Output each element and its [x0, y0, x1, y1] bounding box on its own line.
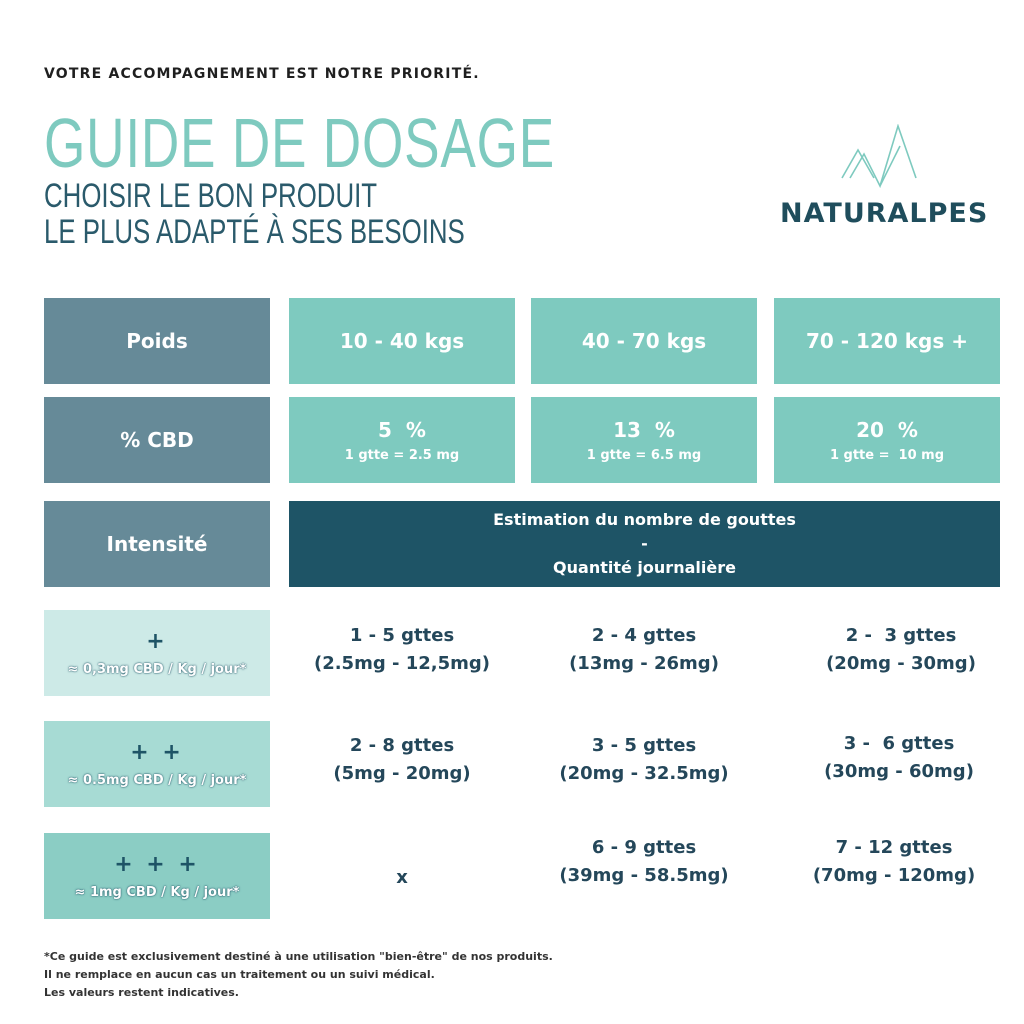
dose-2-2	[531, 730, 757, 790]
intensity-rate-3: ≈ 1mg CBD / Kg / jour*	[74, 885, 240, 900]
intensity-plus-2: + +	[130, 740, 184, 765]
dose-2-1-mg: (5mg - 20mg)	[333, 763, 471, 784]
poids-cell-2	[531, 298, 757, 384]
dose-2-2-gouttes: 3 - 5 gttes	[591, 735, 697, 756]
dose-3-1-gouttes: x	[396, 867, 408, 888]
subtitle-line-2: LE PLUS ADAPTÉ À SES BESOINS	[44, 213, 465, 251]
intensity-rate-1: ≈ 0,3mg CBD / Kg / jour*	[67, 662, 247, 677]
dose-2-3	[786, 728, 1012, 788]
dose-1-1-gouttes: 1 - 5 gttes	[349, 625, 455, 646]
row-label-cbd	[44, 397, 270, 483]
dose-2-3-mg: (30mg - 60mg)	[824, 761, 974, 782]
brand-name: NATURALPES	[780, 198, 989, 229]
footnote-line-2: Il ne remplace en aucun cas un traitement ou un suivi médical.	[44, 968, 435, 981]
cbd-gtte-2: 1 gtte = 6.5 mg	[586, 447, 702, 463]
intensity-rate-2: ≈ 0.5mg CBD / Kg / jour*	[67, 773, 247, 788]
row-label-poids	[44, 298, 270, 384]
poids-cell-1	[289, 298, 515, 384]
cbd-percent-1: 5 %	[378, 417, 426, 442]
dose-2-1-gouttes: 2 - 8 gttes	[349, 735, 455, 756]
dose-2-2-mg: (20mg - 32.5mg)	[559, 763, 729, 784]
dose-1-2-gouttes: 2 - 4 gttes	[591, 625, 697, 646]
dose-3-3-gouttes: 7 - 12 gttes	[835, 837, 953, 858]
dose-3-2-mg: (39mg - 58.5mg)	[559, 865, 729, 886]
footnote	[44, 948, 553, 1002]
dose-2-1	[289, 730, 515, 790]
intensity-plus-3: + + +	[114, 852, 200, 877]
cbd-percent-3: 20 %	[856, 417, 918, 442]
poids-value-3: 70 - 120 kgs +	[805, 329, 968, 353]
estimation-line-1: Estimation du nombre de gouttes	[493, 510, 796, 529]
cbd-label: % CBD	[120, 428, 194, 452]
footnote-line-3: Les valeurs restent indicatives.	[44, 986, 239, 999]
cbd-gtte-1: 1 gtte = 2.5 mg	[344, 447, 460, 463]
cbd-cell-3	[774, 397, 1000, 483]
footnote-line-1: *Ce guide est exclusivement destiné à une utilisation "bien-être" de nos produits.	[44, 950, 553, 963]
dose-3-3	[781, 832, 1007, 892]
page-subtitle	[44, 178, 465, 250]
poids-value-2: 40 - 70 kgs	[581, 329, 707, 353]
dose-1-2-mg: (13mg - 26mg)	[569, 653, 719, 674]
row-label-intensite	[44, 501, 270, 587]
dose-3-2	[531, 832, 757, 892]
estimation-header	[289, 501, 1000, 587]
cbd-gtte-3: 1 gtte = 10 mg	[829, 447, 945, 463]
dose-1-3-gouttes: 2 - 3 gttes	[845, 625, 957, 646]
subtitle-line-1: CHOISIR LE BON PRODUIT	[44, 177, 378, 215]
intensity-plus-1: +	[146, 629, 168, 654]
intensity-cell-3	[44, 833, 270, 919]
intensity-cell-2	[44, 721, 270, 807]
intensite-label: Intensité	[106, 532, 208, 556]
estimation-line-3: Quantité journalière	[553, 558, 736, 577]
cbd-cell-2	[531, 397, 757, 483]
poids-label: Poids	[126, 329, 188, 353]
dose-1-3-mg: (20mg - 30mg)	[826, 653, 976, 674]
dose-1-1-mg: (2.5mg - 12,5mg)	[313, 653, 491, 674]
intensity-cell-1	[44, 610, 270, 696]
dose-2-3-gouttes: 3 - 6 gttes	[843, 733, 955, 754]
dose-3-1	[289, 848, 515, 908]
dose-1-1	[289, 620, 515, 680]
dose-1-3	[788, 620, 1014, 680]
tagline: VOTRE ACCOMPAGNEMENT EST NOTRE PRIORITÉ.	[44, 66, 480, 82]
dose-1-2	[531, 620, 757, 680]
cbd-percent-2: 13 %	[613, 417, 675, 442]
poids-value-1: 10 - 40 kgs	[339, 329, 465, 353]
poids-cell-3	[774, 298, 1000, 384]
cbd-cell-1	[289, 397, 515, 483]
dose-3-3-mg: (70mg - 120mg)	[812, 865, 976, 886]
mountain-logo-icon	[840, 124, 918, 188]
page-title: GUIDE DE DOSAGE	[44, 104, 555, 182]
estimation-line-2: -	[641, 534, 648, 553]
dose-3-2-gouttes: 6 - 9 gttes	[591, 837, 697, 858]
